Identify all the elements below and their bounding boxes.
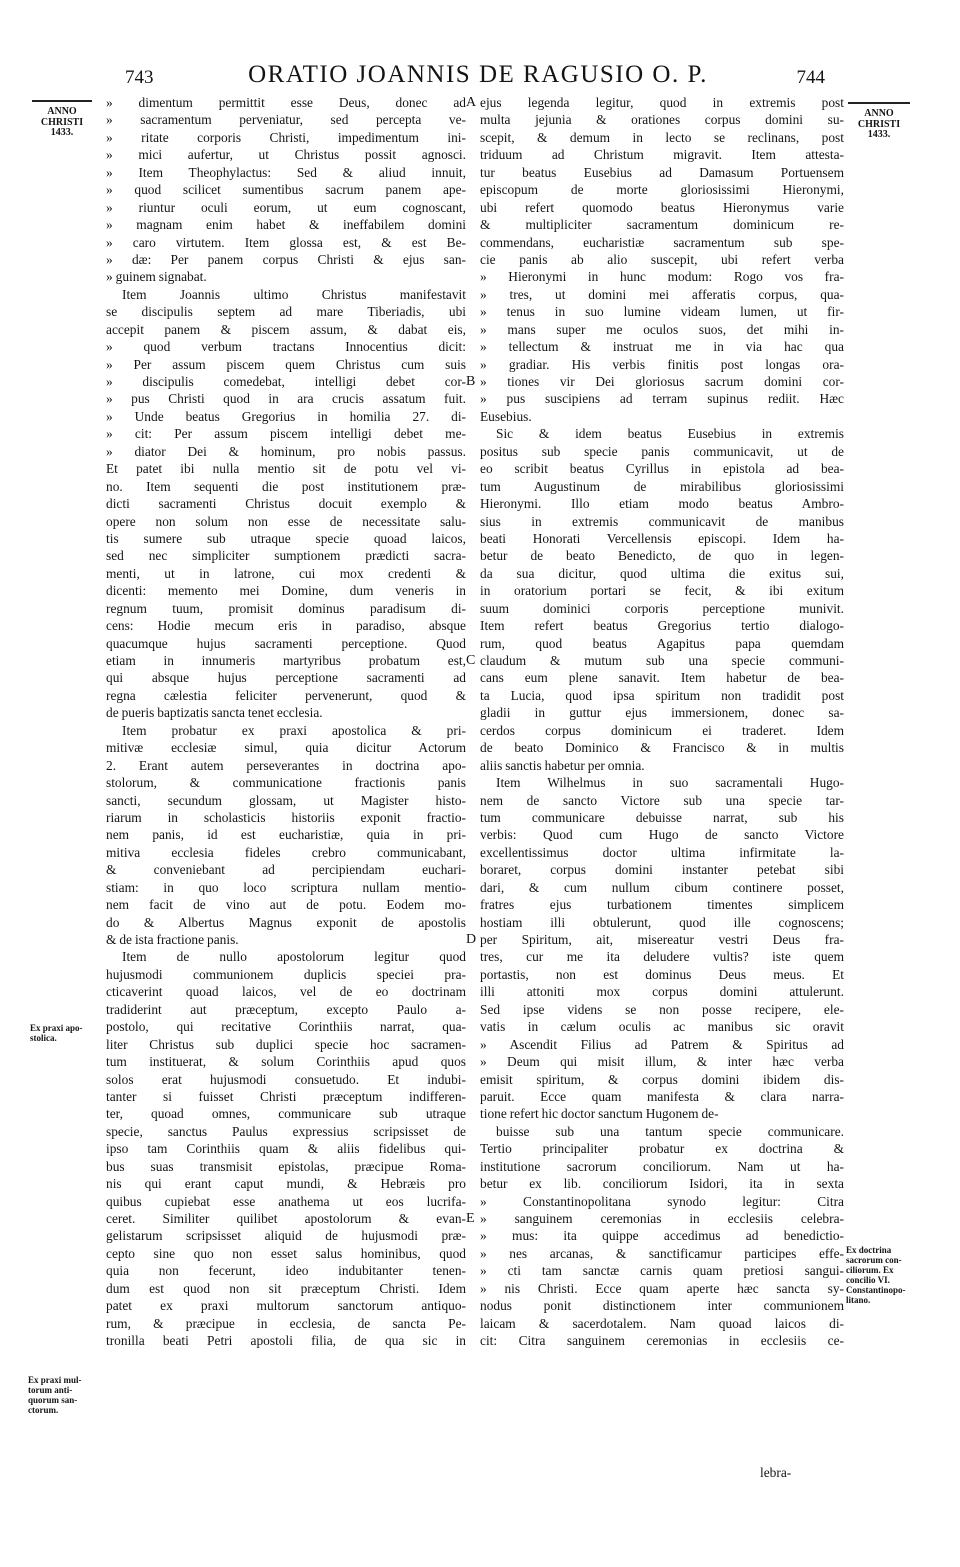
text-line: 2. Erant autem perseverantes in doctrina apo- <box>106 757 466 773</box>
text-line: no. Item sequenti die post institutionem præ- <box>106 478 466 494</box>
text-line: tanter si fuisset Christi præceptum indifferen- <box>106 1088 466 1104</box>
text-line: tum Augustinum de mirabilibus gloriosissimi <box>480 478 844 494</box>
text-line: » gradiar. His verbis finitis post longas ora- <box>480 356 844 372</box>
text-line: eo scribit beatus Cyrillus in epistola ad bea- <box>480 461 844 477</box>
text-line: etiam in innumeris martyribus probatum est, <box>106 653 466 668</box>
text-line: » magnam enim habet & ineffabilem domini <box>106 217 466 233</box>
text-line: tradiderint aut præceptum, excepto Paulo a- <box>106 1001 466 1017</box>
text-line: quia non fecerunt, ideo indubitanter tenen- <box>106 1263 466 1279</box>
margin-note-line: Ex praxi apo- <box>30 1023 83 1033</box>
text-line: Item Wilhelmus in suo sacramentali Hugo- <box>496 775 844 791</box>
text-line: » diator Dei & hominum, pro nobis passus. <box>106 443 466 459</box>
text-line: de beato Dominico & Francisco & in multis <box>480 740 844 756</box>
margin-rule-right <box>848 102 910 104</box>
text-line: Et patet ibi nulla mentio sit de potu vel vi- <box>106 461 466 477</box>
text-line: riarum in scholasticis historiis exponit fractio- <box>106 809 466 825</box>
text-line: ter, quoad omnes, communicare sub utraque <box>106 1106 466 1122</box>
margin-note-line: Constantinopo- <box>846 1285 906 1295</box>
text-line: tione refert hic doctor sanctum Hugonem de- <box>480 1106 719 1122</box>
text-line: menti, ut in latrone, cui mox credenti & <box>106 565 466 581</box>
text-line: ipso tam Corinthiis quam & aliis fidelibus qui- <box>106 1141 466 1157</box>
text-line: episcopum de morte gloriosissimi Hieronymi, <box>480 182 844 198</box>
text-line: Eusebius. <box>480 408 532 424</box>
text-line: multa jejunia & orationes corpus domini su- <box>480 112 844 128</box>
section-letter-e: E <box>466 1211 475 1226</box>
text-line: » dæ: Per panem corpus Christi & ejus san- <box>106 251 466 267</box>
text-line: » sacramentum perveniatur, sed percepta ve- <box>106 112 466 128</box>
text-line: verbis: Quod cum Hugo de sancto Victore <box>480 827 844 843</box>
text-line: ta Lucia, quod ipsa spiritum non tradidit post <box>480 687 844 703</box>
text-line: solos erat hujusmodi consuetudo. Et indubi- <box>106 1071 466 1087</box>
text-line: » Per assum piscem quem Christus cum suis <box>106 356 466 372</box>
text-line: suum dominici corporis perceptione munivit. <box>480 600 844 616</box>
margin-note-line: quorum san- <box>28 1395 78 1405</box>
catchword: lebra- <box>760 1465 792 1480</box>
text-line: » Hieronymi in hunc modum: Rogo vos fra- <box>480 269 844 285</box>
text-line: » dimentum permittit esse Deus, donec ad <box>106 95 466 110</box>
margin-note-line: ciliorum. Ex <box>846 1265 894 1275</box>
text-line: rum, & præcipue in ecclesia, de sancta Pe- <box>106 1315 466 1331</box>
text-line: » pus suscipiens ad terram supinus rediit. Hæc <box>480 391 844 407</box>
text-line: & conveniebant ad percipiendam euchari- <box>106 862 466 878</box>
text-line: stiam: in quo loco scriptura nullam mentio- <box>106 879 466 895</box>
section-letter-d: D <box>466 932 477 947</box>
text-line: scepit, & demum in lecto se reclinans, post <box>480 129 844 145</box>
text-line: tum instituerat, & solum Corinthiis apud quos <box>106 1054 466 1070</box>
margin-note-conciliorum <box>846 1245 936 1305</box>
text-line: Sed ipse videns se non posse recipere, ele- <box>480 1001 844 1017</box>
text-line: de pueris baptizatis sancta tenet ecclesia. <box>106 705 323 721</box>
text-line: » tenus in suo lumine videam lumen, ut fir- <box>480 304 844 320</box>
text-line: triduum ad Christum migravit. Item attesta- <box>480 147 844 163</box>
text-line: » sanguinem ceremonias in ecclesiis celebra- <box>480 1211 844 1226</box>
text-line: dicenti: memento mei Domine, dum veneris in <box>106 583 466 599</box>
text-line: cticaverint quoad laicos, vel de eo doctrinam <box>106 984 466 1000</box>
text-line: Item de nullo apostolorum legitur quod <box>122 949 466 965</box>
text-line: rum, quod beatus Agapitus papa quemdam <box>480 635 844 651</box>
text-line: ceret. Similiter quilibet apostolorum & evan- <box>106 1211 466 1226</box>
text-line: qui absque hujus perceptione sacramenti ad <box>106 670 466 686</box>
text-line: gelistarum scripsisset aliquid de hujusmodi præ- <box>106 1228 466 1244</box>
text-line: Item probatur ex praxi apostolica & pri- <box>122 722 466 738</box>
text-line: & multipliciter sacramentum dominicum re- <box>480 217 844 233</box>
text-line: » quod verbum tractans Innocentius dicit: <box>106 339 466 355</box>
text-line: aliis sanctis habetur per omnia. <box>480 757 645 773</box>
text-line: nem panis, id est eucharistiæ, quia in pri- <box>106 827 466 843</box>
text-line: » tres, ut domini mei afferatis corpus, qua- <box>480 286 844 302</box>
text-line: » pus Christi quod in ara crucis assatum fuit. <box>106 391 466 407</box>
text-line: per Spiritum, ait, misereatur vestri Deus fra- <box>480 932 844 947</box>
text-line: paruit. Ecce quam manifesta & clara narra- <box>480 1088 844 1104</box>
text-line: » guinem signabat. <box>106 269 207 285</box>
page-number-right: 744 <box>796 67 825 88</box>
text-line: ubi refert quomodo beatus Hieronymus varie <box>480 199 844 215</box>
text-line: » Constantinopolitana synodo legitur: Citra <box>480 1193 844 1209</box>
text-line: vatis in cælum oculis ac manibus sic oravit <box>480 1019 844 1035</box>
text-line: buisse sub una tantum specie communicare. <box>496 1123 844 1139</box>
text-line: Hieronymi. Illo etiam modo beatus Ambro- <box>480 496 844 512</box>
text-line: » mici aufertur, ut Christus possit agnosci. <box>106 147 466 163</box>
text-line: ejus legenda legitur, quod in extremis post <box>480 95 844 110</box>
text-line: bus suas transmisit epistolas, præcipue Roma- <box>106 1158 466 1174</box>
text-line: beati Honorati Vercellensis episcopi. Idem ha- <box>480 530 844 546</box>
text-line: patet ex praxi multorum sanctorum antiquo- <box>106 1298 466 1314</box>
text-line: se discipulis septem ad mare Tiberiadis, ubi <box>106 304 466 320</box>
text-line: stolorum, & communicatione fractionis panis <box>106 775 466 791</box>
margin-rule-left <box>32 100 92 102</box>
text-line: » caro virtutem. Item glossa est, & est Be- <box>106 234 466 250</box>
text-line: » discipulis comedebat, intelligi debet cor- <box>106 374 466 389</box>
right-text-column <box>480 94 844 1350</box>
text-line: » Item Theophylactus: Sed & aliud innuit, <box>106 164 466 180</box>
section-letter-b: B <box>466 374 476 389</box>
text-line: quibus cupiebat esse anathema ut eos lucrifa- <box>106 1193 466 1209</box>
anno-label: ANNO <box>47 106 77 117</box>
text-line: cerdos corpus dominicum ei traderet. Idem <box>480 722 844 738</box>
text-line: commendans, eucharistiæ sacramentum sub spe- <box>480 234 844 250</box>
text-line: tres, cur me ita deludere vultis? iste quem <box>480 949 844 965</box>
text-line: mitiva ecclesia fideles crebro communicabant, <box>106 844 466 860</box>
text-line: claudum & mutum sub una specie communi- <box>480 653 844 668</box>
text-line: fratres ejus turbationem timentes simplicem <box>480 897 844 913</box>
text-line: cans eum plene sanavit. Item habetur de bea- <box>480 670 844 686</box>
text-line: » riuntur oculi eorum, ut eum cognoscant, <box>106 199 466 215</box>
text-line: nem de sancto Victore sub una specie tar- <box>480 792 844 808</box>
margin-note-line: litano. <box>846 1295 871 1305</box>
text-line: nis qui erant caput mundi, & Hebræis pro <box>106 1176 466 1192</box>
text-line: sius in extremis communicavit de manibus <box>480 513 844 529</box>
text-line: do & Albertus Magnus exponit de apostolis <box>106 914 466 930</box>
text-line: postolo, qui recitative Corinthiis narrat, qua- <box>106 1019 466 1035</box>
text-line: tronilla beati Petri apostoli filia, de qua sic in <box>106 1333 466 1349</box>
text-line: boraret, corpus domini instanter petebat sibi <box>480 862 844 878</box>
text-line: Item Joannis ultimo Christus manifestavit <box>122 286 466 302</box>
year-label: 1433. <box>50 127 74 138</box>
anno-christi-right <box>848 102 910 141</box>
year-label: 1433. <box>867 129 891 140</box>
text-line: opere non solum non esse de necessitate salu- <box>106 513 466 529</box>
text-line: » mus: ita quippe accedimus ad benedictio- <box>480 1228 844 1244</box>
text-line: mitivæ ecclesiæ simul, quia dicitur Actorum <box>106 740 466 756</box>
text-line: Tertio principaliter probatur ex doctrina & <box>480 1141 844 1157</box>
christi-label: CHRISTI <box>857 118 901 130</box>
text-line: » Deum qui misit illum, & inter hæc verba <box>480 1054 844 1070</box>
text-line: tur beatus Eusebius ad Damasum Portuensem <box>480 164 844 180</box>
text-line: gladii in guttur ejus immersionem, donec sa- <box>480 705 844 721</box>
christi-label: CHRISTI <box>40 116 84 128</box>
text-line: nodus ponit distinctionem inter communionem <box>480 1298 844 1314</box>
text-line: laicam & sacerdotalem. Nam quoad laicos di- <box>480 1315 844 1331</box>
margin-note-praxi-multorum <box>28 1375 98 1415</box>
text-line: emisit spiritum, & corpus domini ibidem dis- <box>480 1071 844 1087</box>
page-number-left: 743 <box>125 67 154 88</box>
section-letter-a: A <box>466 95 477 110</box>
text-line: liter Christus sub duplici specie hoc sacramen- <box>106 1036 466 1052</box>
text-line: Sic & idem beatus Eusebius in extremis <box>496 426 844 442</box>
text-line: quacumque hujus sacramenti perceptione. Quod <box>106 635 466 651</box>
text-line: nem facit de vino aut de potu. Eodem mo- <box>106 897 466 913</box>
text-line: » cti tam sanctæ carnis quam pretiosi sangui- <box>480 1263 844 1279</box>
text-line: positus sub specie panis communicavit, ut de <box>480 443 844 459</box>
text-line: cie panis ab alio suscepit, ubi refert verba <box>480 251 844 267</box>
text-line: » nes arcanas, & sanctificamur participes effe- <box>480 1245 844 1261</box>
margin-note-praxi-apostolica <box>30 1023 100 1043</box>
margin-note-line: Ex doctrina <box>846 1245 892 1255</box>
text-line: cepto sine quo non esset salus hominibus, quod <box>106 1245 466 1261</box>
margin-note-line: torum anti- <box>28 1385 73 1395</box>
text-line: specie, sanctus Paulus expressius scripsisset de <box>106 1123 466 1139</box>
text-line: dum est quod non sit præceptum Christi. Idem <box>106 1280 466 1296</box>
text-line: institutione sacrorum conciliorum. Nam ut ha- <box>480 1158 844 1174</box>
text-line: » Unde beatus Gregorius in homilia 27. di- <box>106 408 466 424</box>
text-line: illi attoniti mox corpus domini attulerunt. <box>480 984 844 1000</box>
anno-label: ANNO <box>864 108 894 119</box>
text-line: betur ex lib. conciliorum Isidori, ita in sexta <box>480 1176 844 1192</box>
margin-note-line: sacrorum con- <box>846 1255 902 1265</box>
text-line: betur de beato Benedicto, de quo in legen- <box>480 548 844 564</box>
margin-note-line: stolica. <box>30 1033 57 1043</box>
text-line: » Ascendit Filius ad Patrem & Spiritus ad <box>480 1036 844 1052</box>
text-line: cit: Citra sanguinem ceremonias in ecclesiis ce- <box>480 1333 844 1349</box>
running-title: ORATIO JOANNIS DE RAGUSIO O. P. <box>248 61 708 88</box>
text-line: » nis Christi. Ecce quam aperte hæc sancta sy- <box>480 1280 844 1296</box>
text-line: » quod scilicet sumentibus sacrum panem ape- <box>106 182 466 198</box>
text-line: regnum tuum, promisit dominus paradisum di- <box>106 600 466 616</box>
text-line: hostiam illi obtulerunt, quod ille cognoscens; <box>480 914 844 930</box>
text-line: accepit panem & piscem assum, & dabat eis, <box>106 321 466 337</box>
text-line: & de ista fractione panis. <box>106 932 239 947</box>
text-line: » tellectum & instruat me in via hac qua <box>480 339 844 355</box>
text-line: hujusmodi communionem duplicis speciei pra- <box>106 966 466 982</box>
text-line: » tiones vir Dei gloriosus sacrum domini cor- <box>480 374 844 389</box>
text-line: » ritate corporis Christi, impedimentum ini- <box>106 129 466 145</box>
text-line: sancti, secundum glossam, ut Magister histo- <box>106 792 466 808</box>
text-line: in oratorium portari se fecit, & ibi exitum <box>480 583 844 599</box>
text-line: tum communicare debuisse narrat, sub his <box>480 809 844 825</box>
text-line: portastis, non est dominus Deus meus. Et <box>480 966 844 982</box>
margin-note-line: concilio VI. <box>846 1275 890 1285</box>
text-line: Item refert beatus Gregorius tertio dialogo- <box>480 618 844 634</box>
running-header <box>125 63 825 97</box>
text-line: » mans super me oculos suos, det mihi in- <box>480 321 844 337</box>
margin-note-line: Ex praxi mul- <box>28 1375 82 1385</box>
text-line: tis sumere sub utraque specie quoad laicos, <box>106 530 466 546</box>
text-line: sed nec simpliciter sumptionem prædicti sacra- <box>106 548 466 564</box>
text-line: » cit: Per assum piscem intelligi debet me- <box>106 426 466 442</box>
left-text-column <box>106 94 466 1350</box>
text-line: regna cælestia feliciter pervenerunt, quod & <box>106 687 466 703</box>
text-line: da sua dicitur, quod ultima die exitus sui, <box>480 565 844 581</box>
anno-christi-left <box>32 100 92 139</box>
section-letter-c: C <box>466 653 476 668</box>
text-line: dari, & cum nullum cibum continere posset, <box>480 879 844 895</box>
text-line: cens: Hodie mecum eris in paradiso, absque <box>106 618 466 634</box>
text-line: excellentissimus doctor ultima infirmitate la- <box>480 844 844 860</box>
margin-note-line: ctorum. <box>28 1405 59 1415</box>
text-line: dicti sacramenti Christus docuit exemplo & <box>106 496 466 512</box>
